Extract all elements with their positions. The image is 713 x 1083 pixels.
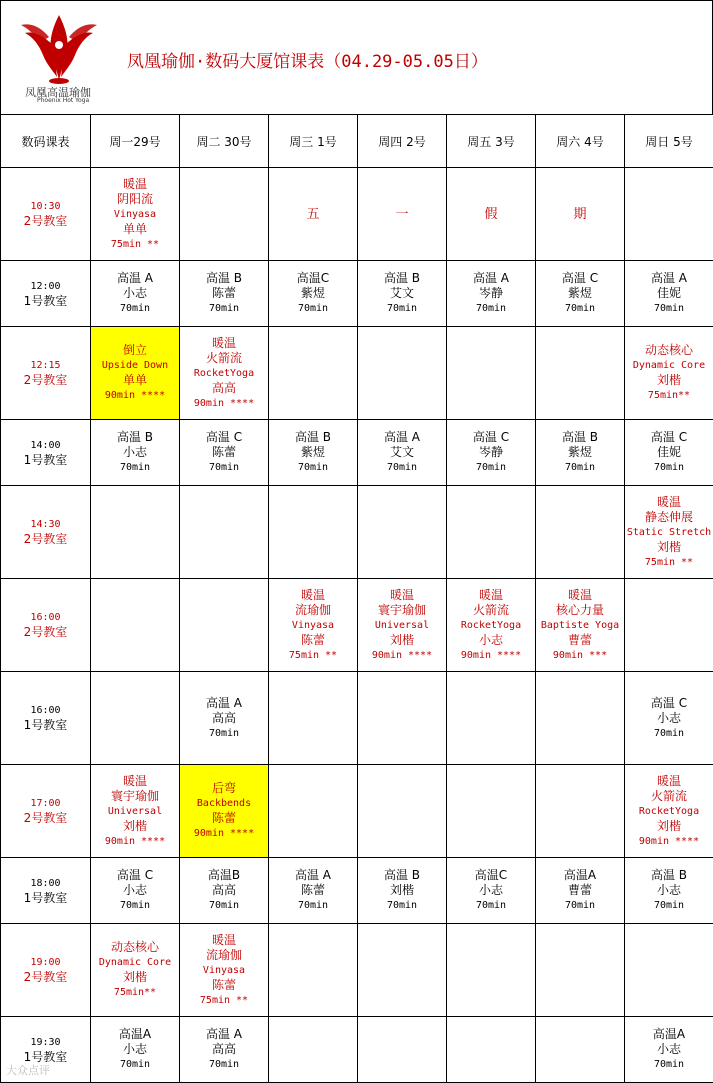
empty-cell bbox=[447, 486, 536, 579]
class-line: 火箭流 bbox=[205, 350, 242, 365]
class-line: 暖温 bbox=[211, 335, 236, 350]
empty-cell bbox=[358, 924, 447, 1017]
empty-cell bbox=[91, 672, 180, 765]
class-line: 动态核心 bbox=[110, 940, 159, 954]
brand-name: 凤凰高温瑜伽 bbox=[25, 86, 91, 99]
time-label: 18:00 bbox=[30, 877, 61, 889]
class-line: 90min **** bbox=[193, 828, 255, 839]
class-line: Vinyasa bbox=[113, 208, 157, 220]
class-line: 90min **** bbox=[104, 835, 166, 847]
class-line: 小志 bbox=[122, 883, 147, 897]
class-line: 暖温 bbox=[567, 587, 592, 602]
class-cell bbox=[91, 168, 180, 261]
class-cell bbox=[269, 420, 358, 486]
class-line: RocketYoga bbox=[193, 367, 255, 379]
time-label: 19:30 bbox=[30, 1036, 61, 1048]
class-line: Universal bbox=[107, 805, 163, 817]
class-line: 90min **** bbox=[460, 649, 522, 661]
holiday-char: 五 bbox=[306, 206, 320, 222]
table-row bbox=[1, 672, 713, 765]
class-line: 核心力量 bbox=[555, 602, 604, 617]
class-line: 70min bbox=[208, 303, 240, 314]
class-line: 90min **** bbox=[193, 397, 255, 409]
watermark: 大众点评 bbox=[6, 1064, 50, 1077]
room-label: 2号教室 bbox=[23, 970, 68, 984]
class-line: 70min bbox=[297, 462, 329, 473]
empty-cell bbox=[447, 672, 536, 765]
class-line: 流瑜伽 bbox=[294, 602, 331, 617]
brand-subtitle: Phoenix Hot Yoga bbox=[37, 97, 90, 104]
class-line: Backbends bbox=[196, 798, 252, 809]
class-line: 小志 bbox=[122, 286, 147, 300]
class-cell bbox=[180, 327, 269, 420]
class-line: Upside Down bbox=[101, 360, 169, 371]
class-line: 90min **** bbox=[638, 835, 700, 847]
time-label: 14:30 bbox=[30, 519, 61, 530]
empty-cell bbox=[447, 924, 536, 1017]
empty-cell bbox=[536, 1017, 625, 1083]
class-cell bbox=[625, 327, 713, 420]
class-line: 刘楷 bbox=[656, 373, 681, 387]
class-line: 佳妮 bbox=[656, 286, 681, 300]
class-line: 高温 A bbox=[383, 430, 421, 444]
time-slot-cell bbox=[1, 327, 91, 420]
class-line: 暖温 bbox=[656, 773, 681, 788]
table-row bbox=[1, 765, 713, 858]
empty-cell bbox=[269, 327, 358, 420]
class-line: 75min ** bbox=[110, 238, 160, 250]
class-line: 刘楷 bbox=[389, 632, 414, 647]
time-label: 10:30 bbox=[30, 201, 61, 212]
time-slot-cell bbox=[1, 420, 91, 486]
empty-cell bbox=[358, 765, 447, 858]
room-label: 2号教室 bbox=[23, 214, 68, 228]
class-line: RocketYoga bbox=[460, 619, 522, 631]
class-line: 高温 A bbox=[294, 868, 332, 882]
empty-cell bbox=[180, 579, 269, 672]
class-line: 高高 bbox=[211, 1042, 236, 1056]
class-cell bbox=[625, 420, 713, 486]
class-cell bbox=[447, 261, 536, 327]
class-line: 70min bbox=[475, 462, 507, 473]
table-row bbox=[1, 579, 713, 672]
empty-cell bbox=[536, 486, 625, 579]
class-line: 紫煜 bbox=[300, 445, 325, 459]
table-row bbox=[1, 168, 713, 261]
class-line: Baptiste Yoga bbox=[540, 619, 620, 631]
class-cell bbox=[91, 327, 180, 420]
class-line: 佳妮 bbox=[656, 445, 681, 459]
class-cell bbox=[180, 765, 269, 858]
empty-cell bbox=[536, 672, 625, 765]
empty-cell bbox=[536, 924, 625, 1017]
class-line: 陈蕾 bbox=[211, 811, 236, 825]
class-line: 70min bbox=[475, 303, 507, 314]
class-line: 70min bbox=[297, 303, 329, 314]
class-line: 高温C bbox=[474, 868, 508, 882]
class-line: 岑静 bbox=[478, 286, 503, 300]
column-header: 周六 4号 bbox=[536, 115, 625, 168]
empty-cell bbox=[447, 1017, 536, 1083]
class-line: 70min bbox=[386, 303, 418, 314]
class-line: 单单 bbox=[122, 221, 147, 236]
class-line: Dynamic Core bbox=[98, 957, 172, 968]
class-line: 曹蕾 bbox=[567, 632, 592, 647]
class-line: 高温A bbox=[652, 1027, 686, 1041]
class-line: 70min bbox=[564, 462, 596, 473]
class-line: 70min bbox=[386, 900, 418, 911]
room-label: 1号教室 bbox=[23, 293, 68, 308]
empty-cell bbox=[625, 924, 713, 1017]
class-line: 暖温 bbox=[389, 587, 414, 602]
class-line: 70min bbox=[653, 1059, 685, 1070]
column-header: 周一29号 bbox=[91, 115, 180, 168]
class-line: 艾文 bbox=[389, 286, 414, 300]
class-line: 刘楷 bbox=[656, 539, 681, 554]
class-line: 70min bbox=[653, 303, 685, 314]
empty-cell bbox=[180, 486, 269, 579]
class-cell bbox=[269, 168, 358, 261]
empty-cell bbox=[358, 327, 447, 420]
class-line: 75min ** bbox=[644, 556, 694, 568]
class-line: 陈蕾 bbox=[211, 445, 236, 459]
time-label: 12:00 bbox=[30, 280, 61, 292]
class-line: Universal bbox=[374, 619, 430, 631]
class-cell bbox=[358, 420, 447, 486]
class-line: 艾文 bbox=[389, 445, 414, 459]
class-line: 小志 bbox=[656, 1042, 681, 1056]
class-line: Static Stretch bbox=[626, 526, 712, 538]
class-line: 70min bbox=[386, 462, 418, 473]
class-line: 高温 B bbox=[383, 271, 421, 285]
class-line: 刘楷 bbox=[122, 970, 147, 984]
room-label: 2号教室 bbox=[23, 532, 68, 546]
class-cell bbox=[625, 672, 713, 765]
column-header: 数码课表 bbox=[1, 115, 91, 168]
schedule-header bbox=[0, 0, 713, 115]
time-label: 12:15 bbox=[30, 360, 61, 371]
schedule-table bbox=[0, 114, 713, 1083]
class-line: 70min bbox=[208, 900, 240, 911]
empty-cell bbox=[358, 672, 447, 765]
class-line: 紫煜 bbox=[567, 445, 592, 459]
empty-cell bbox=[269, 672, 358, 765]
class-cell bbox=[180, 261, 269, 327]
class-line: 动态核心 bbox=[644, 343, 693, 357]
table-row bbox=[1, 327, 713, 420]
class-cell bbox=[447, 858, 536, 924]
class-line: 高温 C bbox=[116, 868, 154, 882]
class-line: 刘楷 bbox=[389, 883, 414, 897]
class-cell bbox=[180, 672, 269, 765]
class-line: 70min bbox=[564, 303, 596, 314]
class-line: 高温 C bbox=[561, 271, 599, 285]
class-cell bbox=[625, 261, 713, 327]
class-line: 70min bbox=[119, 303, 151, 314]
column-header: 周五 3号 bbox=[447, 115, 536, 168]
class-line: 陈蕾 bbox=[300, 883, 325, 897]
class-line: 寰宇瑜伽 bbox=[110, 788, 159, 803]
class-line: 高温 A bbox=[205, 695, 243, 710]
class-line: 高温B bbox=[207, 868, 241, 882]
class-cell bbox=[625, 858, 713, 924]
class-cell bbox=[269, 858, 358, 924]
class-cell bbox=[358, 168, 447, 261]
class-line: 高温 A bbox=[650, 271, 688, 285]
table-row bbox=[1, 924, 713, 1017]
class-cell bbox=[91, 765, 180, 858]
class-line: 高温A bbox=[563, 868, 597, 882]
class-line: 高温 B bbox=[205, 271, 243, 285]
class-line: 90min **** bbox=[104, 390, 166, 401]
class-line: 高温 B bbox=[294, 430, 332, 444]
class-line: 70min bbox=[297, 900, 329, 911]
empty-cell bbox=[536, 765, 625, 858]
empty-cell bbox=[91, 579, 180, 672]
holiday-char: 一 bbox=[395, 206, 409, 222]
time-label: 19:00 bbox=[30, 957, 61, 968]
class-line: 高温 C bbox=[205, 430, 243, 444]
class-line: 小志 bbox=[122, 1042, 147, 1056]
class-cell bbox=[180, 858, 269, 924]
class-line: 高温 A bbox=[472, 271, 510, 285]
class-cell bbox=[625, 486, 713, 579]
class-line: 70min bbox=[119, 462, 151, 473]
class-line: 陈蕾 bbox=[211, 977, 236, 992]
empty-cell bbox=[91, 486, 180, 579]
class-line: 紫煜 bbox=[300, 286, 325, 300]
time-slot-cell bbox=[1, 579, 91, 672]
class-line: 70min bbox=[653, 462, 685, 473]
class-line: 倒立 bbox=[122, 343, 147, 357]
class-line: 70min bbox=[119, 1059, 151, 1070]
class-line: 75min** bbox=[113, 987, 157, 998]
class-cell bbox=[358, 261, 447, 327]
class-line: Dynamic Core bbox=[632, 360, 706, 371]
class-line: 70min bbox=[119, 900, 151, 911]
class-line: 高温A bbox=[118, 1027, 152, 1041]
class-line: 火箭流 bbox=[650, 788, 687, 803]
class-line: 寰宇瑜伽 bbox=[377, 602, 426, 617]
header-row bbox=[1, 115, 713, 168]
class-line: 高温 C bbox=[650, 430, 688, 444]
class-line: 高温 C bbox=[650, 695, 688, 710]
class-line: 70min bbox=[475, 900, 507, 911]
class-line: 暖温 bbox=[478, 587, 503, 602]
page-title: 凤凰瑜伽·数码大厦馆课表（04.29-05.05日） bbox=[127, 52, 488, 72]
table-row bbox=[1, 486, 713, 579]
class-line: 静态伸展 bbox=[644, 509, 693, 524]
empty-cell bbox=[447, 765, 536, 858]
class-line: 高温 B bbox=[561, 430, 599, 444]
table-row bbox=[1, 858, 713, 924]
room-label: 2号教室 bbox=[23, 373, 68, 387]
column-header: 周三 1号 bbox=[269, 115, 358, 168]
empty-cell bbox=[358, 1017, 447, 1083]
empty-cell bbox=[358, 486, 447, 579]
class-cell bbox=[536, 261, 625, 327]
time-label: 17:00 bbox=[30, 798, 61, 809]
class-line: 高温 A bbox=[205, 1027, 243, 1041]
class-cell bbox=[91, 1017, 180, 1083]
room-label: 1号教室 bbox=[23, 452, 68, 467]
class-cell bbox=[625, 765, 713, 858]
class-cell bbox=[536, 420, 625, 486]
time-slot-cell bbox=[1, 486, 91, 579]
class-line: Vinyasa bbox=[202, 964, 246, 976]
class-line: 70min bbox=[653, 900, 685, 911]
class-line: 75min ** bbox=[199, 994, 249, 1006]
class-line: 小志 bbox=[478, 883, 503, 897]
class-line: 曹蕾 bbox=[567, 883, 592, 897]
room-label: 1号教室 bbox=[23, 718, 68, 732]
class-line: 紫煜 bbox=[567, 286, 592, 300]
class-cell bbox=[180, 1017, 269, 1083]
class-line: 高温 B bbox=[650, 868, 688, 882]
class-line: 70min bbox=[208, 462, 240, 473]
class-line: RocketYoga bbox=[638, 805, 700, 817]
class-cell bbox=[358, 858, 447, 924]
class-line: 火箭流 bbox=[472, 602, 509, 617]
class-cell bbox=[447, 579, 536, 672]
class-line: 后弯 bbox=[211, 781, 236, 795]
class-cell bbox=[180, 420, 269, 486]
empty-cell bbox=[180, 168, 269, 261]
class-line: 小志 bbox=[656, 883, 681, 897]
time-slot-cell bbox=[1, 168, 91, 261]
class-cell bbox=[358, 579, 447, 672]
empty-cell bbox=[269, 924, 358, 1017]
class-line: 高高 bbox=[211, 883, 236, 897]
class-line: 阴阳流 bbox=[116, 191, 153, 206]
class-line: 暖温 bbox=[122, 176, 147, 191]
table-row bbox=[1, 1017, 713, 1083]
class-line: 刘楷 bbox=[656, 818, 681, 833]
column-header: 周日 5号 bbox=[625, 115, 713, 168]
class-cell bbox=[91, 261, 180, 327]
class-line: 高高 bbox=[211, 380, 236, 395]
schedule-body bbox=[1, 168, 713, 1083]
class-line: 70min bbox=[564, 900, 596, 911]
class-line: 高温 C bbox=[472, 430, 510, 444]
class-line: 陈蕾 bbox=[300, 632, 325, 647]
class-line: 70min bbox=[208, 727, 240, 739]
class-line: 暖温 bbox=[122, 773, 147, 788]
class-line: 陈蕾 bbox=[211, 286, 236, 300]
time-slot-cell bbox=[1, 924, 91, 1017]
empty-cell bbox=[536, 327, 625, 420]
class-cell bbox=[447, 420, 536, 486]
class-line: 小志 bbox=[122, 445, 147, 459]
time-slot-cell bbox=[1, 765, 91, 858]
class-cell bbox=[91, 420, 180, 486]
empty-cell bbox=[447, 327, 536, 420]
class-line: 高高 bbox=[211, 710, 236, 725]
class-cell bbox=[536, 858, 625, 924]
class-cell bbox=[536, 579, 625, 672]
class-line: 刘楷 bbox=[122, 818, 147, 833]
time-label: 16:00 bbox=[30, 612, 61, 623]
class-line: Vinyasa bbox=[291, 619, 335, 631]
class-line: 高温 B bbox=[116, 430, 154, 444]
class-line: 暖温 bbox=[211, 932, 236, 947]
class-line: 岑静 bbox=[478, 445, 503, 459]
class-cell bbox=[625, 1017, 713, 1083]
room-label: 1号教室 bbox=[23, 890, 68, 905]
class-cell bbox=[91, 924, 180, 1017]
column-header: 周四 2号 bbox=[358, 115, 447, 168]
class-cell bbox=[447, 168, 536, 261]
class-line: 75min** bbox=[647, 390, 691, 401]
class-line: 高温C bbox=[296, 271, 330, 285]
empty-cell bbox=[269, 1017, 358, 1083]
class-cell bbox=[91, 858, 180, 924]
class-line: 小志 bbox=[656, 710, 681, 725]
class-line: 70min bbox=[208, 1059, 240, 1070]
class-line: 高温 B bbox=[383, 868, 421, 882]
holiday-char: 期 bbox=[573, 206, 587, 222]
class-line: 90min **** bbox=[371, 649, 433, 661]
column-header: 周二 30号 bbox=[180, 115, 269, 168]
empty-cell bbox=[269, 486, 358, 579]
class-cell bbox=[269, 261, 358, 327]
room-label: 2号教室 bbox=[23, 625, 68, 639]
empty-cell bbox=[625, 168, 713, 261]
class-line: 高温 A bbox=[116, 271, 154, 285]
class-line: 暖温 bbox=[300, 587, 325, 602]
class-line: 90min *** bbox=[552, 649, 608, 661]
time-label: 16:00 bbox=[30, 705, 61, 716]
table-row bbox=[1, 261, 713, 327]
table-row bbox=[1, 420, 713, 486]
room-label: 1号教室 bbox=[23, 1049, 68, 1064]
time-slot-cell bbox=[1, 261, 91, 327]
empty-cell bbox=[625, 579, 713, 672]
time-slot-cell bbox=[1, 672, 91, 765]
empty-cell bbox=[269, 765, 358, 858]
room-label: 2号教室 bbox=[23, 811, 68, 825]
class-line: 70min bbox=[653, 727, 685, 739]
time-label: 14:00 bbox=[30, 439, 61, 451]
class-line: 单单 bbox=[122, 373, 147, 387]
class-cell bbox=[269, 579, 358, 672]
class-line: 75min ** bbox=[288, 649, 338, 661]
class-line: 暖温 bbox=[656, 494, 681, 509]
class-cell bbox=[536, 168, 625, 261]
holiday-char: 假 bbox=[484, 206, 498, 222]
class-cell bbox=[180, 924, 269, 1017]
time-slot-cell bbox=[1, 858, 91, 924]
class-line: 小志 bbox=[478, 632, 503, 647]
class-line: 流瑜伽 bbox=[205, 947, 242, 962]
